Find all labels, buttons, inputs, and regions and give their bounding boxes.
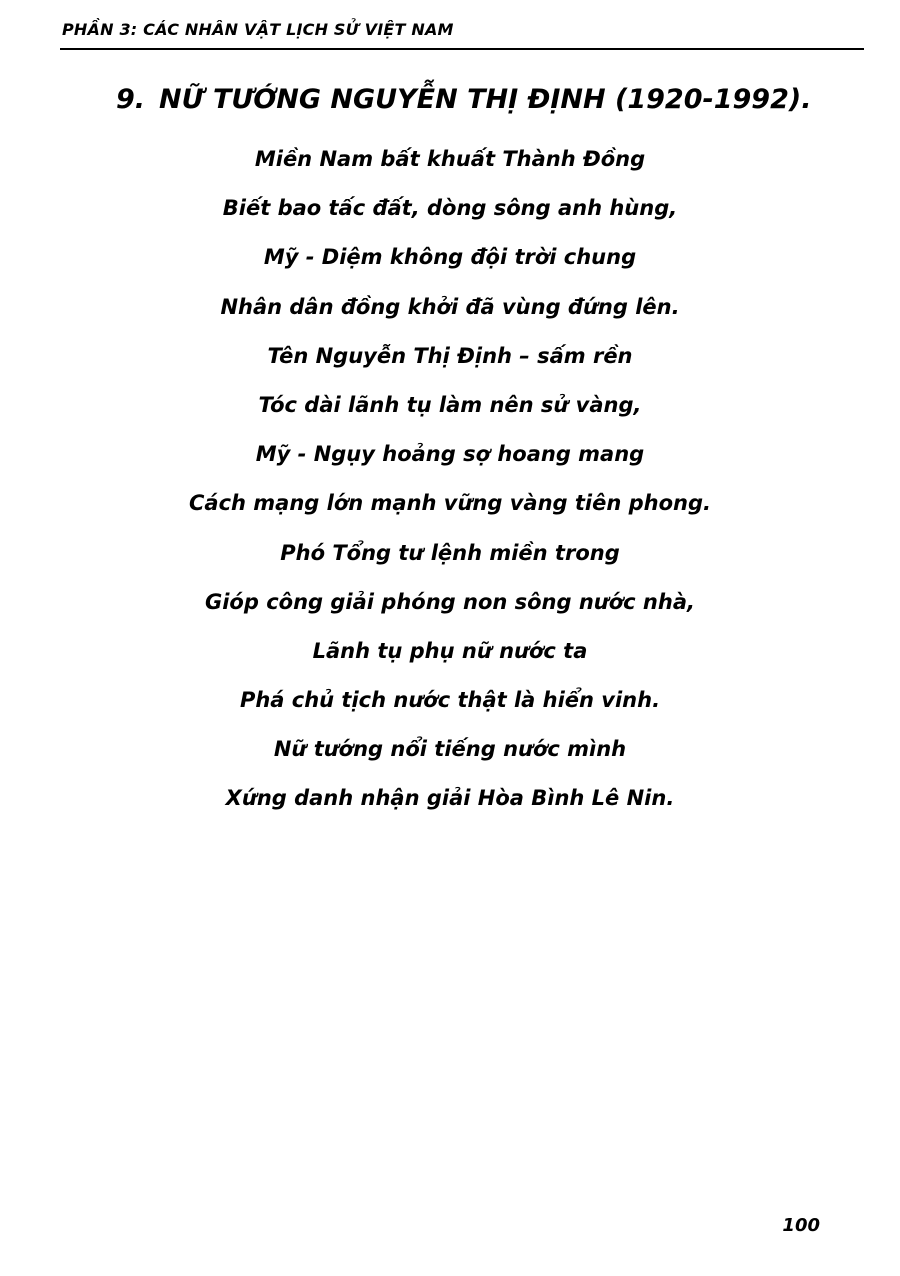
poem-line: Gióp công giải phóng non sông nước nhà, xyxy=(205,589,695,614)
section-title: NỮ TƯỚNG NGUYỄN THỊ ĐỊNH (1920-1992). xyxy=(159,84,812,115)
poem-line: Biết bao tấc đất, dòng sông anh hùng, xyxy=(222,196,678,221)
poem-line: Miền Nam bất khuất Thành Đồng xyxy=(254,147,646,171)
poem-line: Nữ tướng nổi tiếng nước mình xyxy=(273,737,627,762)
poem-line: Phó Tổng tư lệnh miền trong xyxy=(280,540,620,565)
running-header: PHẦN 3: CÁC NHÂN VẬT LỊCH SỬ VIỆT NAM xyxy=(62,20,454,39)
poem-line: Tên Nguyễn Thị Định – sấm rền xyxy=(267,343,633,368)
section-number: 9. xyxy=(116,84,146,115)
page-number: 100 xyxy=(782,1215,820,1236)
poem-line: Cách mạng lớn mạnh vững vàng tiên phong. xyxy=(189,491,711,516)
poem-line: Nhân dân đồng khởi đã vùng đứng lên. xyxy=(220,294,680,319)
poem-line: Lãnh tụ phụ nữ nước ta xyxy=(312,638,588,663)
section-heading xyxy=(116,84,811,115)
poem-line: Phá chủ tịch nước thật là hiển vinh. xyxy=(239,688,661,713)
poem xyxy=(0,142,900,831)
poem-line: Xứng danh nhận giải Hòa Bình Lê Nin. xyxy=(225,786,675,811)
header-divider xyxy=(60,48,864,50)
poem-line: Tóc dài lãnh tụ làm nên sử vàng, xyxy=(258,392,642,417)
poem-line: Mỹ - Ngụy hoảng sợ hoang mang xyxy=(255,442,645,467)
poem-line: Mỹ - Diệm không đội trời chung xyxy=(263,245,637,270)
